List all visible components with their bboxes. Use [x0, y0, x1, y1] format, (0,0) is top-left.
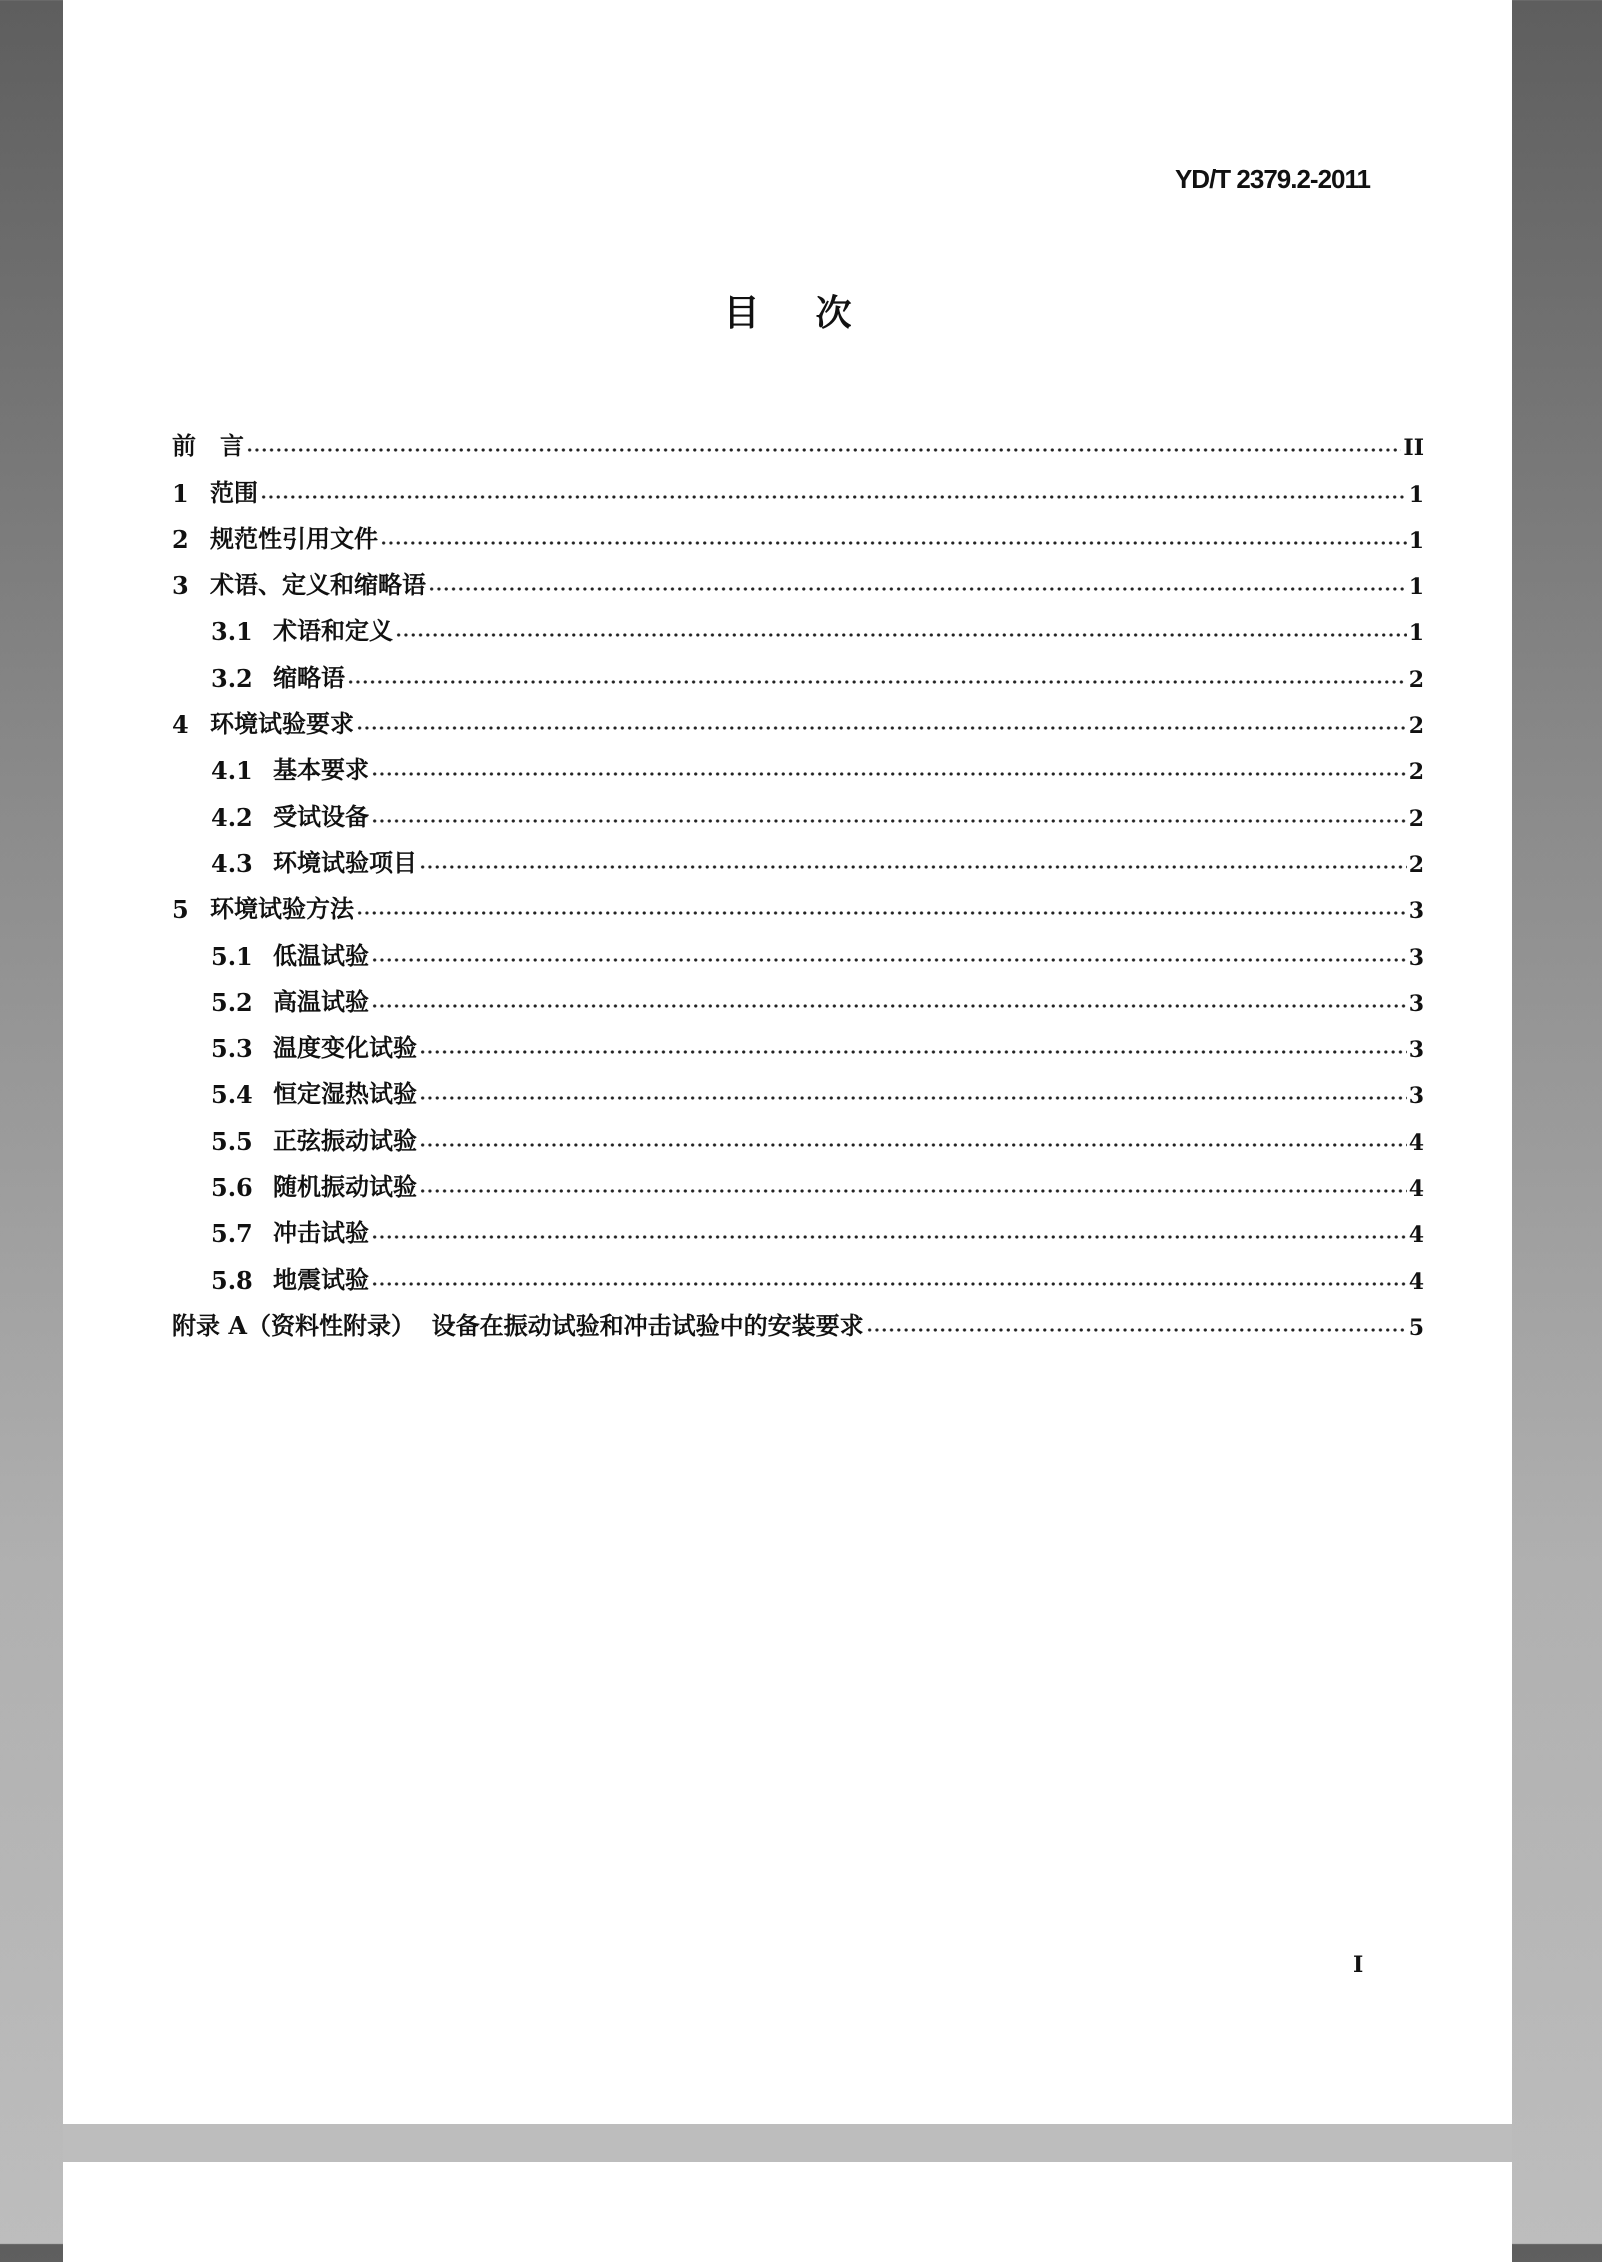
- leader-dots: [419, 1093, 1407, 1103]
- toc-entry-label: 前 言: [172, 431, 244, 461]
- toc-entry[interactable]: [172, 1156, 1424, 1202]
- toc-entry[interactable]: [172, 924, 1424, 970]
- toc-entry-page: 2: [1408, 805, 1424, 832]
- toc-entry[interactable]: [172, 1109, 1424, 1155]
- toc-entry-page: 3: [1408, 1083, 1424, 1110]
- toc-entry-number: 4: [172, 710, 189, 740]
- toc-entry-number: 4.2: [211, 802, 253, 832]
- leader-dots: [371, 1001, 1407, 1011]
- toc-entry-page: 1: [1408, 574, 1424, 601]
- toc-entry-page: 2: [1408, 851, 1424, 878]
- toc-entry-label: 恒定湿热试验: [273, 1079, 417, 1109]
- toc-entry-number: 4.3: [211, 848, 253, 878]
- page-title: [63, 285, 1512, 336]
- toc-entry[interactable]: [172, 1202, 1424, 1248]
- toc-entry[interactable]: [172, 1017, 1424, 1063]
- leader-dots: [246, 445, 1401, 455]
- toc-entry-number: 5.2: [211, 987, 253, 1017]
- toc-entry-label: 高温试验: [273, 986, 369, 1016]
- leader-dots: [371, 1232, 1407, 1242]
- leader-dots: [260, 492, 1407, 502]
- toc-entry-page: 1: [1408, 620, 1424, 647]
- toc-entry[interactable]: [172, 693, 1424, 739]
- toc-entry-number: 5.7: [211, 1219, 253, 1249]
- leader-dots: [395, 630, 1407, 640]
- toc-entry[interactable]: [172, 971, 1424, 1017]
- toc-entry-number: 3.1: [211, 617, 253, 647]
- toc-entry-label: 环境试验项目: [273, 847, 417, 877]
- page-gap: [63, 2124, 1512, 2162]
- toc-entry-page: 4: [1408, 1129, 1424, 1156]
- toc-entry-label: 基本要求: [273, 755, 369, 785]
- toc-entry-number: 1: [172, 478, 189, 508]
- title-char: 次: [815, 293, 852, 334]
- toc-entry-label: 附录 A（资料性附录） 设备在振动试验和冲击试验中的安装要求: [172, 1310, 864, 1340]
- toc-entry-label: 地震试验: [273, 1264, 369, 1294]
- leader-dots: [419, 862, 1407, 872]
- toc-entry-page: 2: [1408, 759, 1424, 786]
- toc-entry-page: 4: [1408, 1268, 1424, 1295]
- leader-dots: [419, 1186, 1407, 1196]
- leader-dots: [371, 816, 1407, 826]
- toc-entry-page: 3: [1408, 1037, 1424, 1064]
- toc-entry-label: 缩略语: [273, 662, 345, 692]
- next-page: [63, 2162, 1512, 2262]
- toc-entry-label: 受试设备: [273, 801, 369, 831]
- toc-entry-label: 随机振动试验: [273, 1172, 417, 1202]
- toc-entry-label: 温度变化试验: [273, 1033, 417, 1063]
- leader-dots: [371, 1279, 1407, 1289]
- leader-dots: [380, 538, 1407, 548]
- toc-entry-page: 3: [1408, 990, 1424, 1017]
- toc-entry-label: 冲击试验: [273, 1218, 369, 1248]
- toc-entry[interactable]: [172, 461, 1424, 507]
- leader-dots: [866, 1325, 1407, 1335]
- toc-entry-number: 3: [172, 571, 189, 601]
- toc-entry[interactable]: [172, 1063, 1424, 1109]
- toc-entry-number: 3.2: [211, 663, 253, 693]
- toc-entry-label: 规范性引用文件: [210, 523, 378, 553]
- toc-entry-label: 正弦振动试验: [273, 1125, 417, 1155]
- toc-entry-page: 4: [1408, 1176, 1424, 1203]
- toc-entry-page: 5: [1408, 1314, 1424, 1341]
- toc-entry-number: 5.8: [211, 1265, 253, 1295]
- toc-entry-page: 2: [1408, 666, 1424, 693]
- toc-entry-number: 5.4: [211, 1080, 253, 1110]
- toc-entry-label: 范围: [210, 477, 258, 507]
- toc-entry[interactable]: [172, 1248, 1424, 1294]
- document-page: [63, 0, 1512, 2124]
- toc-entry-number: 5: [172, 895, 189, 925]
- leader-dots: [428, 584, 1407, 594]
- toc-entry[interactable]: [172, 646, 1424, 692]
- leader-dots: [419, 1047, 1407, 1057]
- toc-entry-label: 术语和定义: [273, 616, 393, 646]
- toc-entry-label: 术语、定义和缩略语: [210, 570, 426, 600]
- toc-entry[interactable]: [172, 739, 1424, 785]
- toc-entry-label: 低温试验: [273, 940, 369, 970]
- toc-entry-label: 环境试验方法: [210, 894, 354, 924]
- leader-dots: [347, 677, 1407, 687]
- toc-entry[interactable]: [172, 415, 1424, 461]
- toc-entry[interactable]: [172, 1295, 1424, 1341]
- toc-entry-page: 3: [1408, 898, 1424, 925]
- table-of-contents: [172, 415, 1424, 1341]
- toc-entry[interactable]: [172, 832, 1424, 878]
- toc-entry-number: 5.6: [211, 1173, 253, 1203]
- leader-dots: [371, 769, 1407, 779]
- toc-entry-number: 5.5: [211, 1126, 253, 1156]
- standard-number: YD/T 2379.2-2011: [1174, 164, 1370, 194]
- toc-entry-number: 5.3: [211, 1034, 253, 1064]
- leader-dots: [356, 723, 1407, 733]
- toc-entry-page: 1: [1408, 527, 1424, 554]
- toc-entry[interactable]: [172, 878, 1424, 924]
- toc-entry[interactable]: [172, 508, 1424, 554]
- toc-entry[interactable]: [172, 600, 1424, 646]
- title-char: 目: [723, 293, 760, 334]
- toc-entry[interactable]: [172, 785, 1424, 831]
- toc-entry[interactable]: [172, 554, 1424, 600]
- toc-entry-page: 3: [1408, 944, 1424, 971]
- toc-entry-number: 2: [172, 524, 189, 554]
- toc-entry-page: II: [1403, 435, 1424, 462]
- page-number: I: [1353, 1952, 1364, 1978]
- toc-entry-label: 环境试验要求: [210, 709, 354, 739]
- leader-dots: [419, 1140, 1407, 1150]
- toc-entry-page: 1: [1408, 481, 1424, 508]
- leader-dots: [371, 955, 1407, 965]
- toc-entry-page: 2: [1408, 713, 1424, 740]
- toc-entry-number: 4.1: [211, 756, 253, 786]
- leader-dots: [356, 908, 1407, 918]
- toc-entry-page: 4: [1408, 1222, 1424, 1249]
- toc-entry-number: 5.1: [211, 941, 253, 971]
